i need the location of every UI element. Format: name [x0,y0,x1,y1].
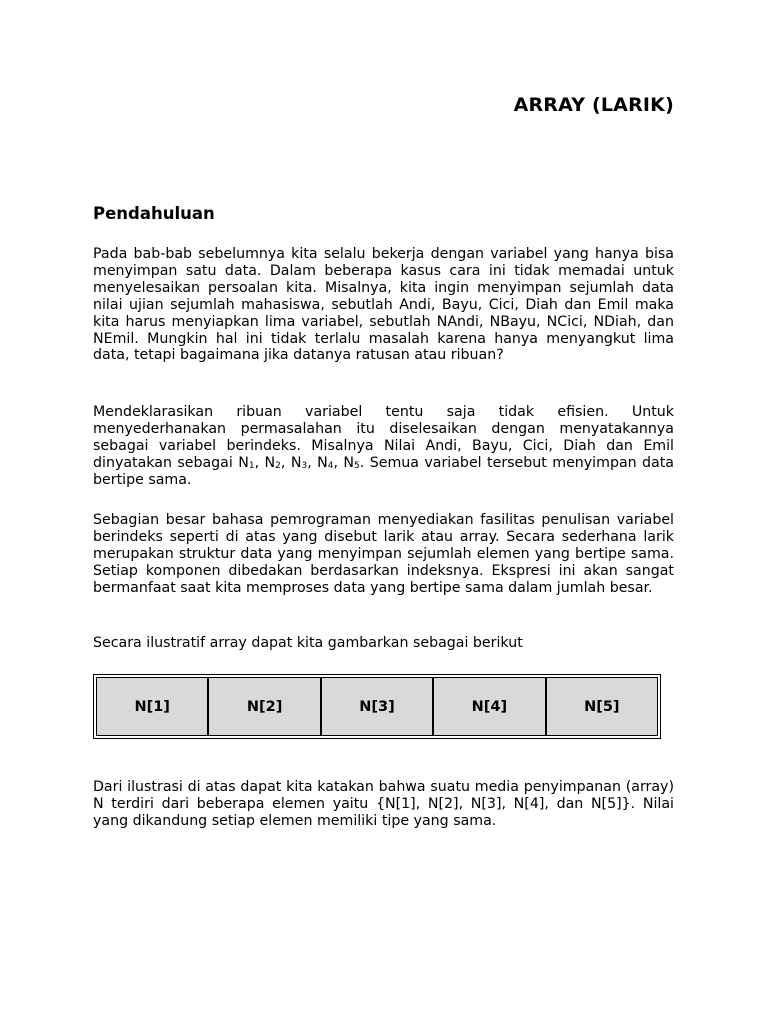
paragraph-indexed-variables-after: Semua variabel tersebut menyimpan data bertipe sama. [93,454,675,488]
indexed-variable [343,455,369,471]
indexed-variable [265,455,291,471]
array-cells-row [96,677,658,736]
indexed-variable-separator: . [359,454,370,471]
indexed-variable-separator: , [280,454,291,471]
array-cell: N[3] [322,678,434,735]
indexed-variable-subscript: 1 [248,460,255,471]
array-cell: N[4] [434,678,546,735]
paragraph-indexed-variables [93,404,674,489]
array-cell: N[1] [97,678,209,735]
indexed-variable-separator: , [333,454,344,471]
indexed-variable-subscript: 2 [275,460,281,471]
paragraph-intro: Pada bab-bab sebelumnya kita selalu bekerja dengan variabel yang hanya bisa menyimpan satu data. Dalam beberapa kasus cara ini tidak memadai untuk menyelesaikan persoalan kita. Misalnya, kita ingin menyimpan sejumlah data nilai ujian sejumlah mahasiswa, sebutlah Andi, Bayu, Cici, Diah dan Emil maka kita harus menyiapkan lima variabel, sebutlah NAndi, NBayu, NCici, NDiah, dan NEmil. Mungkin hal ini tidak terlalu masalah karena hanya menyangkut lima data, tetapi bagaimana jika datanya ratusan atau ribuan? [93,246,674,364]
indexed-variable-separator: , [307,454,318,471]
indexed-variable [291,455,317,471]
indexed-variable-base: N [290,454,302,471]
array-cell: N[5] [584,698,620,715]
indexed-variable [238,455,264,471]
indexed-variable-subscript: 3 [301,460,308,471]
indexed-variable-subscript: 4 [327,460,334,471]
indexed-variable-list [238,455,369,471]
section-heading: Pendahuluan [93,204,215,223]
indexed-variable-base: N [317,454,328,471]
indexed-variable-base: N [238,454,249,471]
indexed-variable-base: N [343,454,355,471]
indexed-variable-subscript: 5 [354,460,360,471]
array-illustration [93,674,661,739]
paragraph-conclusion: Dari ilustrasi di atas dapat kita katakan bahwa suatu media penyimpanan (array) N terdiri dari beberapa elemen yaitu {N[1], N[2], N[3], N[4], dan N[5]}. Nilai yang dikandung setiap elemen memiliki tipe yang sama. [93,779,674,829]
indexed-variable-separator: , [254,454,265,471]
array-cell: N[2] [209,678,321,735]
paragraph-illustration-intro: Secara ilustratif array dapat kita gambarkan sebagai berikut [93,635,523,651]
paragraph-indexed-variables-before: Mendeklarasikan ribuan variabel tentu saja tidak efisien. Untuk menyederhanakan permasalahan itu diselesaikan dengan menyatakannya sebagai variabel berindeks. Misalnya Nilai Andi, Bayu, Cici, Diah dan Emil dinyatakan sebagai [93,404,674,471]
indexed-variable [317,455,343,471]
paragraph-array-definition: Sebagian besar bahasa pemrograman menyediakan fasilitas penulisan variabel berindeks seperti di atas yang disebut larik atau array. Secara sederhana larik merupakan struktur data yang menyimpan sejumlah elemen yang bertipe sama. Setiap komponen dibedakan berdasarkan indeksnya. Ekspresi ini akan sangat bermanfaat saat kita memproses data yang bertipe sama dalam jumlah besar. [93,512,674,596]
page-title: ARRAY (LARIK) [513,94,674,116]
indexed-variable-base: N [264,454,276,471]
